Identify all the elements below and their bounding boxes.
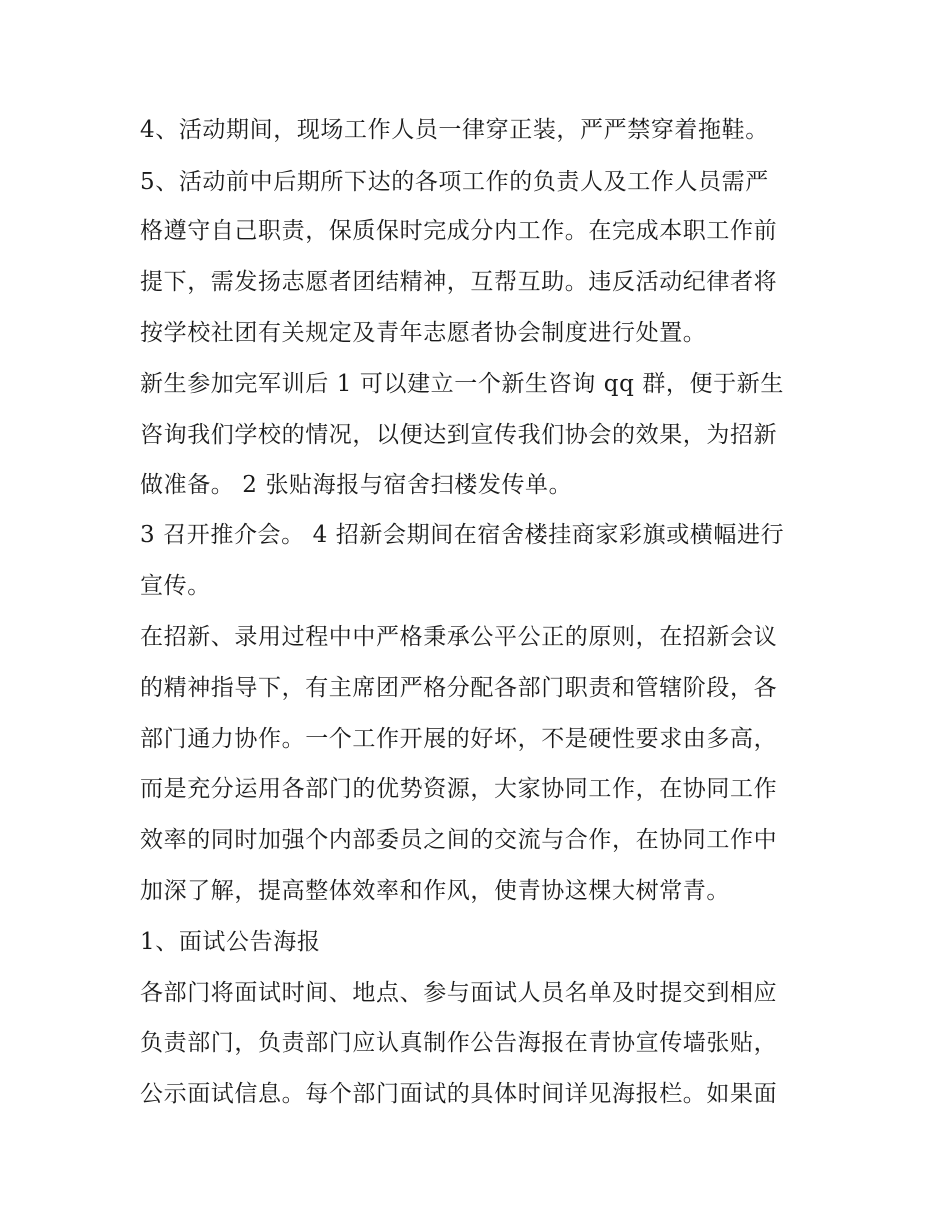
text-line: 做准备。 2 张贴海报与宿舍扫楼发传单。 xyxy=(140,472,573,498)
text-line: 在招新、录用过程中中严格秉承公平公正的原则，在招新会议 xyxy=(140,624,778,650)
text-line: 部门通力协作。一个工作开展的好坏，不是硬性要求由多高， xyxy=(140,726,778,752)
text-line: 而是充分运用各部门的优势资源，大家协同工作，在协同工作 xyxy=(140,776,778,802)
text-line: 效率的同时加强个内部委员之间的交流与合作，在协同工作中 xyxy=(140,827,778,853)
text-line: 按学校社团有关规定及青年志愿者协会制度进行处置。 xyxy=(140,320,707,346)
text-line: 咨询我们学校的情况，以便达到宣传我们协会的效果，为招新 xyxy=(140,422,778,448)
text-line: 格遵守自己职责，保质保时完成分内工作。在完成本职工作前 xyxy=(140,218,778,244)
text-line: 提下，需发扬志愿者团结精神，互帮互助。违反活动纪律者将 xyxy=(140,269,778,295)
text-line: 加深了解，提高整体效率和作风，使青协这棵大树常青。 xyxy=(140,878,730,904)
text-line: 公示面试信息。每个部门面试的具体时间详见海报栏。如果面 xyxy=(140,1081,778,1107)
text-line: 3 召开推介会。 4 招新会期间在宿舍楼挂商家彩旗或横幅进行 xyxy=(140,522,785,548)
text-line: 的精神指导下，有主席团严格分配各部门职责和管辖阶段，各 xyxy=(140,675,778,701)
text-line: 5、活动前中后期所下达的各项工作的负责人及工作人员需严 xyxy=(140,169,769,195)
text-line: 4、活动期间，现场工作人员一律穿正装，严严禁穿着拖鞋。 xyxy=(140,117,769,143)
text-line: 各部门将面试时间、地点、参与面试人员名单及时提交到相应 xyxy=(140,980,778,1006)
section-heading: 1、面试公告海报 xyxy=(140,929,321,955)
text-line: 宣传。 xyxy=(140,573,211,599)
text-line: 负责部门，负责部门应认真制作公告海报在青协宣传墙张贴， xyxy=(140,1030,778,1056)
text-line: 新生参加完军训后 1 可以建立一个新生咨询 qq 群，便于新生 xyxy=(140,371,784,397)
